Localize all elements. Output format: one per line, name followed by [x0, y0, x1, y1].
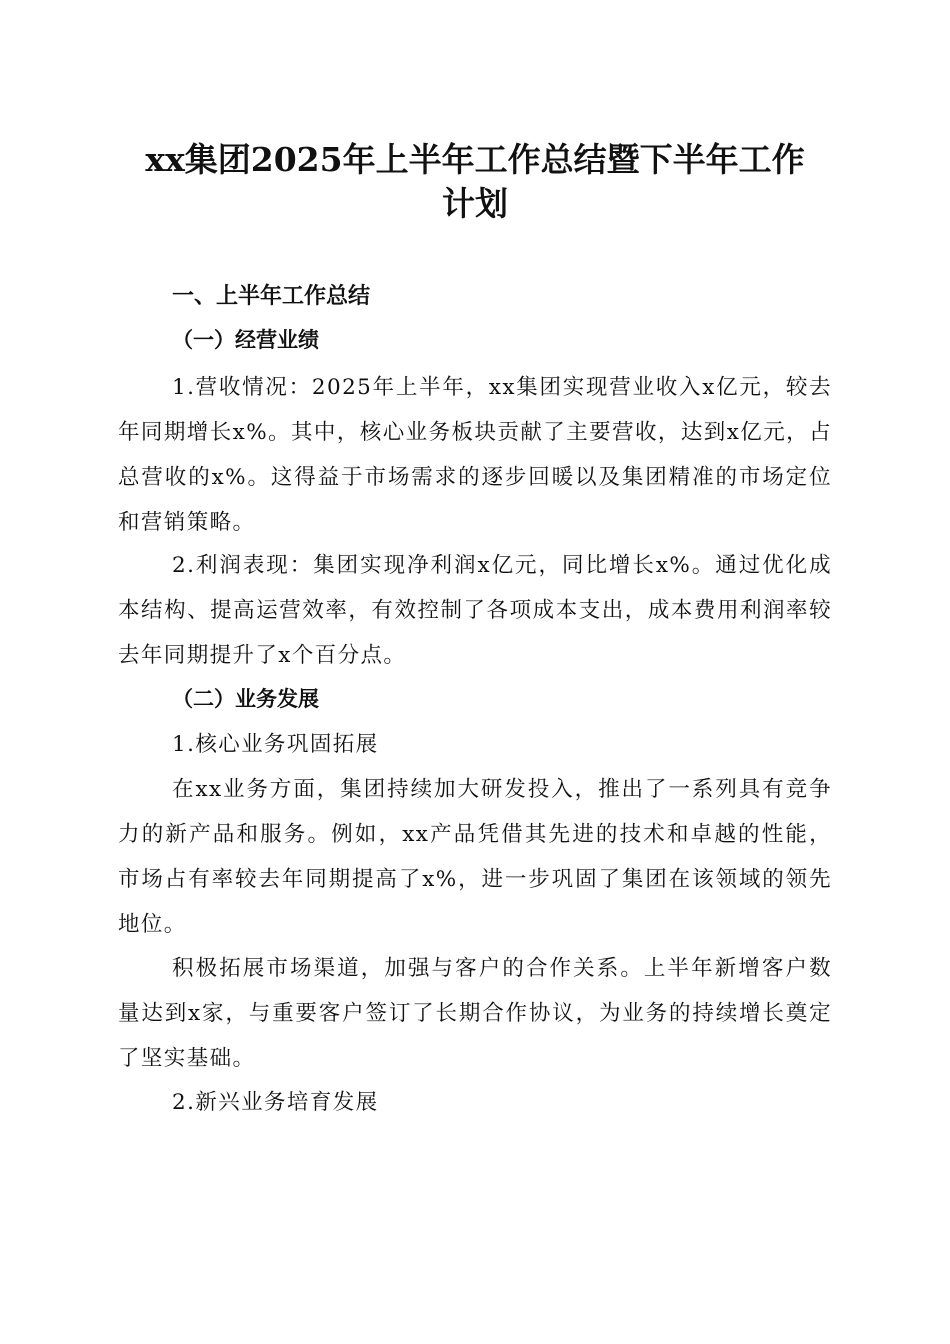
list-item-emerging-business: 2.新兴业务培育发展 — [172, 1090, 379, 1115]
paragraph-profit: 2.利润表现：集团实现净利润x亿元，同比增长x%。通过优化成本结构、提高运营效率，有效控制了各项成本支出，成本费用利润率较去年同期提升了x个百分点。 — [118, 553, 832, 668]
paragraph-core-business: 在xx业务方面，集团持续加大研发投入，推出了一系列具有竞争力的新产品和服务。例如，xx产品凭借其先进的技术和卓越的性能，市场占有率较去年同期提高了x%，进一步巩固了集团在该领域的领先地位。 — [118, 777, 832, 937]
section-heading-summary: 一、上半年工作总结 — [172, 284, 371, 309]
subsection-heading-performance: （一）经营业绩 — [172, 328, 319, 352]
title-line-2: 计划 — [442, 184, 508, 223]
paragraph-market-channels: 积极拓展市场渠道，加强与客户的合作关系。上半年新增客户数量达到x家，与重要客户签订了长期合作协议，为业务的持续增长奠定了坚实基础。 — [118, 956, 832, 1071]
paragraph-revenue: 1.营收情况：2025年上半年，xx集团实现营业收入x亿元，较去年同期增长x%。其中，核心业务板块贡献了主要营收，达到x亿元，占总营收的x%。这得益于市场需求的逐步回暖以及集团精准的市场定位和营销策略。 — [118, 375, 832, 535]
title-line-1: xx集团2025年上半年工作总结暨下半年工作 — [145, 140, 805, 179]
document-title — [110, 138, 840, 226]
list-item-core-business: 1.核心业务巩固拓展 — [172, 732, 379, 757]
subsection-heading-business: （二）业务发展 — [172, 687, 319, 711]
